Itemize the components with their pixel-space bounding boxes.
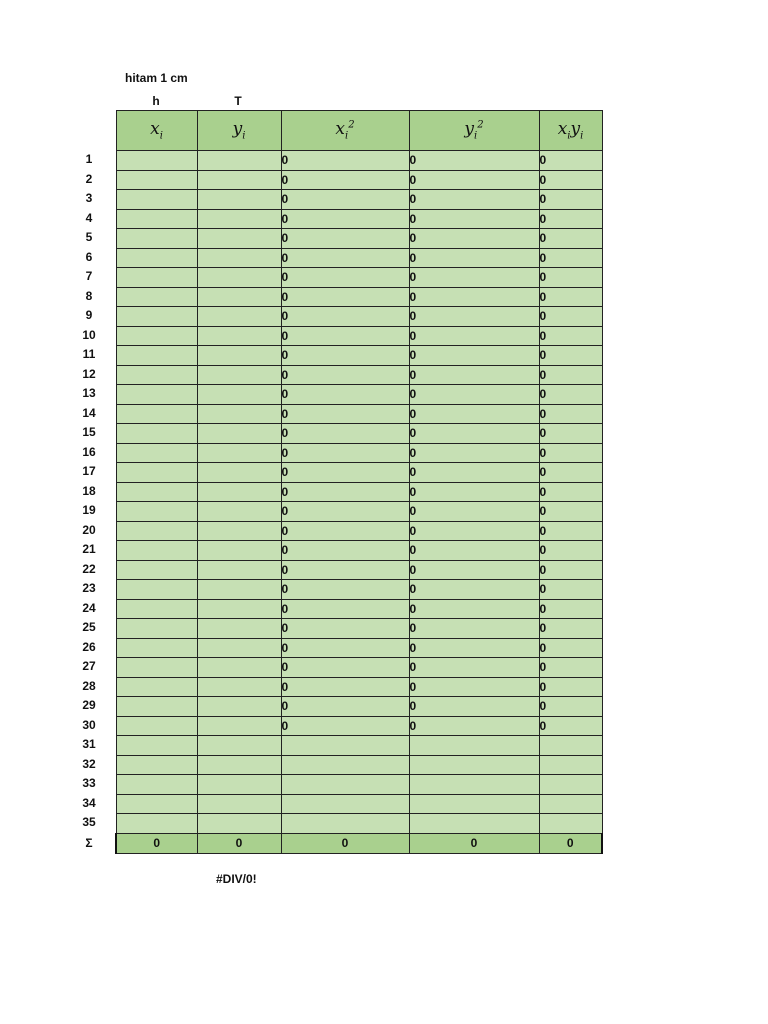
table-cell-xy[interactable]: 0 [539, 229, 602, 249]
table-cell-y2[interactable]: 0 [409, 521, 539, 541]
table-cell-x2[interactable]: 0 [281, 229, 409, 249]
sheet-caption: hitam 1 cm [125, 71, 188, 85]
table-cell-x[interactable] [116, 248, 197, 268]
header-xiyi-base2: y [570, 119, 581, 140]
table-row [116, 677, 602, 697]
table-cell-y2[interactable]: 0 [409, 151, 539, 171]
table-row [116, 346, 602, 366]
table-cell-xy[interactable]: 0 [539, 170, 602, 190]
table-cell-y[interactable] [197, 385, 281, 405]
table-cell-xy[interactable]: 0 [539, 190, 602, 210]
table-cell-y2[interactable]: 0 [409, 658, 539, 678]
header-xi2-sub: i [345, 130, 349, 142]
table-cell-y[interactable] [197, 716, 281, 736]
header-xi[interactable] [116, 111, 197, 151]
header-xi-sub: i [159, 130, 163, 142]
table-cell-y2[interactable]: 0 [409, 404, 539, 424]
table-cell-y2[interactable]: 0 [409, 190, 539, 210]
row-number: 10 [82, 327, 96, 342]
table-cell-y[interactable] [197, 190, 281, 210]
table-cell-xy[interactable]: 0 [539, 560, 602, 580]
table-cell-x[interactable] [116, 697, 197, 717]
table-row [116, 424, 602, 444]
table-cell-x[interactable] [116, 775, 197, 795]
table-row [116, 599, 602, 619]
table-cell-y[interactable] [197, 424, 281, 444]
table-cell-y2[interactable]: 0 [409, 619, 539, 639]
error-result-cell[interactable]: #DIV/0! [216, 872, 257, 886]
table-cell-y[interactable] [197, 599, 281, 619]
table-cell-y2[interactable]: 0 [409, 541, 539, 561]
table-cell-xy[interactable]: 0 [539, 365, 602, 385]
row-number: 31 [82, 737, 96, 751]
table-cell-y2[interactable]: 0 [409, 638, 539, 658]
table-cell-y2[interactable]: 0 [409, 170, 539, 190]
row-number: 32 [82, 756, 96, 771]
regression-table [115, 110, 603, 854]
table-row [116, 151, 602, 171]
table-cell-y[interactable] [197, 170, 281, 190]
table-cell-x[interactable] [116, 560, 197, 580]
table-row [116, 658, 602, 678]
table-cell-y2[interactable]: 0 [409, 326, 539, 346]
table-cell-xy[interactable] [539, 736, 602, 756]
table-cell-y2[interactable]: 0 [409, 209, 539, 229]
table-cell-y2[interactable]: 0 [409, 482, 539, 502]
table-cell-x[interactable] [116, 755, 197, 775]
table-cell-y[interactable] [197, 794, 281, 814]
row-number: 22 [82, 561, 96, 576]
row-number: 34 [82, 795, 96, 810]
table-row [116, 560, 602, 580]
table-cell-x[interactable] [116, 638, 197, 658]
header-yi2-sup: 2 [477, 119, 484, 131]
table-cell-x[interactable] [116, 268, 197, 288]
table-cell-xy[interactable]: 0 [539, 346, 602, 366]
table-cell-y2[interactable]: 0 [409, 268, 539, 288]
table-cell-x2[interactable]: 0 [281, 697, 409, 717]
table-cell-y[interactable] [197, 248, 281, 268]
row-number: 26 [82, 639, 96, 654]
table-cell-y[interactable] [197, 209, 281, 229]
row-number: 18 [82, 483, 96, 498]
table-cell-y[interactable] [197, 365, 281, 385]
header-xiyi-base: x [557, 119, 568, 140]
table-cell-x2[interactable]: 0 [281, 385, 409, 405]
table-cell-y2[interactable]: 0 [409, 580, 539, 600]
row-number: 28 [82, 678, 96, 693]
table-cell-x2[interactable]: 0 [281, 502, 409, 522]
table-cell-y2[interactable]: 0 [409, 248, 539, 268]
row-number: 25 [82, 620, 96, 634]
table-cell-y2[interactable]: 0 [409, 307, 539, 327]
table-cell-x2[interactable]: 0 [281, 248, 409, 268]
table-cell-x[interactable] [116, 229, 197, 249]
table-cell-y[interactable] [197, 580, 281, 600]
table-row [116, 229, 602, 249]
sum-row [116, 833, 602, 853]
table-row [116, 580, 602, 600]
table-cell-y[interactable] [197, 521, 281, 541]
table-cell-x[interactable] [116, 365, 197, 385]
table-cell-x[interactable] [116, 736, 197, 756]
row-number: 17 [82, 464, 96, 478]
row-number: 13 [82, 386, 96, 400]
row-number: 5 [85, 230, 93, 244]
table-row [116, 541, 602, 561]
header-yi[interactable] [197, 111, 281, 151]
table-cell-x2[interactable]: 0 [281, 521, 409, 541]
table-cell-xy[interactable]: 0 [539, 326, 602, 346]
table-cell-x2[interactable] [281, 755, 409, 775]
table-row [116, 619, 602, 639]
table-cell-x2[interactable]: 0 [281, 190, 409, 210]
header-yi2-sub: i [474, 130, 478, 142]
table-cell-x2[interactable]: 0 [281, 658, 409, 678]
row-number: 24 [82, 600, 96, 615]
sum-x2-cell[interactable]: 0 [281, 833, 409, 853]
table-cell-x2[interactable]: 0 [281, 151, 409, 171]
table-cell-xy[interactable]: 0 [539, 151, 602, 171]
table-cell-x[interactable] [116, 482, 197, 502]
header-xi-squared[interactable] [281, 111, 409, 151]
table-cell-xy[interactable]: 0 [539, 697, 602, 717]
table-cell-x2[interactable]: 0 [281, 326, 409, 346]
table-row [116, 404, 602, 424]
table-cell-x[interactable] [116, 190, 197, 210]
table-cell-y[interactable] [197, 151, 281, 171]
table-cell-y2[interactable]: 0 [409, 463, 539, 483]
table-cell-x2[interactable]: 0 [281, 619, 409, 639]
table-row [116, 463, 602, 483]
table-cell-xy[interactable]: 0 [539, 307, 602, 327]
table-row [116, 209, 602, 229]
header-xiyi-sub2: i [580, 130, 584, 142]
table-cell-y2[interactable] [409, 755, 539, 775]
table-row [116, 443, 602, 463]
table-row [116, 326, 602, 346]
table-cell-x[interactable] [116, 599, 197, 619]
header-yi-sub: i [242, 130, 246, 142]
table-cell-xy[interactable] [539, 794, 602, 814]
table-cell-xy[interactable]: 0 [539, 716, 602, 736]
table-cell-x2[interactable]: 0 [281, 404, 409, 424]
table-cell-x2[interactable]: 0 [281, 482, 409, 502]
table-row [116, 248, 602, 268]
table-cell-y[interactable] [197, 307, 281, 327]
table-cell-y[interactable] [197, 677, 281, 697]
sum-xy-cell[interactable]: 0 [539, 833, 602, 853]
table-cell-y2[interactable] [409, 794, 539, 814]
table-cell-x2[interactable]: 0 [281, 287, 409, 307]
row-number: 33 [82, 776, 96, 790]
table-cell-x2[interactable] [281, 775, 409, 795]
table-row [116, 190, 602, 210]
table-cell-y2[interactable]: 0 [409, 346, 539, 366]
table-cell-y[interactable] [197, 287, 281, 307]
table-cell-xy[interactable]: 0 [539, 443, 602, 463]
table-cell-x[interactable] [116, 346, 197, 366]
table-cell-x[interactable] [116, 502, 197, 522]
table-cell-xy[interactable]: 0 [539, 599, 602, 619]
table-row [116, 365, 602, 385]
header-yi-squared[interactable] [409, 111, 539, 151]
row-number: 16 [82, 444, 96, 459]
header-yi2-base: y [464, 119, 475, 140]
table-row [116, 736, 602, 756]
header-xi2-sup: 2 [348, 119, 355, 131]
sum-y2-cell[interactable]: 0 [409, 833, 539, 853]
table-cell-y[interactable] [197, 502, 281, 522]
table-cell-y2[interactable] [409, 736, 539, 756]
table-cell-x[interactable] [116, 443, 197, 463]
row-number: 1 [85, 152, 93, 166]
table-cell-y2[interactable]: 0 [409, 716, 539, 736]
table-cell-x[interactable] [116, 814, 197, 834]
table-cell-y[interactable] [197, 326, 281, 346]
table-row [116, 775, 602, 795]
table-cell-xy[interactable]: 0 [539, 677, 602, 697]
table-cell-y2[interactable]: 0 [409, 599, 539, 619]
table-row [116, 697, 602, 717]
table-cell-xy[interactable] [539, 755, 602, 775]
table-cell-xy[interactable]: 0 [539, 482, 602, 502]
table-cell-y2[interactable]: 0 [409, 385, 539, 405]
table-cell-x[interactable] [116, 619, 197, 639]
table-cell-x[interactable] [116, 385, 197, 405]
header-xiyi-sub: i [567, 130, 571, 142]
table-cell-x2[interactable]: 0 [281, 716, 409, 736]
table-cell-x2[interactable]: 0 [281, 170, 409, 190]
row-number: 7 [85, 269, 93, 283]
table-cell-xy[interactable]: 0 [539, 502, 602, 522]
row-number: 6 [85, 249, 93, 264]
table-cell-y[interactable] [197, 404, 281, 424]
table-cell-x[interactable] [116, 326, 197, 346]
table-cell-x2[interactable]: 0 [281, 463, 409, 483]
table-cell-x2[interactable]: 0 [281, 346, 409, 366]
header-xi-base: x [150, 119, 160, 140]
table-row [116, 268, 602, 288]
row-number: 12 [82, 366, 96, 381]
table-cell-y2[interactable]: 0 [409, 287, 539, 307]
table-cell-y[interactable] [197, 638, 281, 658]
header-xi2-base: x [335, 119, 345, 140]
table-row [116, 521, 602, 541]
table-row [116, 716, 602, 736]
row-number: 19 [82, 503, 96, 517]
table-cell-y[interactable] [197, 658, 281, 678]
table-cell-x[interactable] [116, 404, 197, 424]
table-cell-y[interactable] [197, 560, 281, 580]
table-cell-y[interactable] [197, 755, 281, 775]
table-cell-x[interactable] [116, 677, 197, 697]
row-number: 4 [85, 210, 93, 225]
table-cell-xy[interactable]: 0 [539, 580, 602, 600]
table-cell-x2[interactable]: 0 [281, 560, 409, 580]
row-number: 15 [82, 425, 96, 439]
table-cell-x[interactable] [116, 716, 197, 736]
table-cell-xy[interactable]: 0 [539, 404, 602, 424]
table-cell-x[interactable] [116, 541, 197, 561]
header-row [116, 111, 602, 151]
table-cell-y2[interactable] [409, 814, 539, 834]
table-cell-x2[interactable]: 0 [281, 268, 409, 288]
table-cell-xy[interactable] [539, 814, 602, 834]
table-cell-y2[interactable]: 0 [409, 677, 539, 697]
table-cell-y2[interactable]: 0 [409, 560, 539, 580]
table-cell-y[interactable] [197, 463, 281, 483]
table-cell-y[interactable] [197, 697, 281, 717]
table-cell-xy[interactable]: 0 [539, 638, 602, 658]
table-cell-xy[interactable]: 0 [539, 385, 602, 405]
row-number: 30 [82, 717, 96, 732]
header-xiyi[interactable] [539, 111, 602, 151]
sum-y-cell[interactable]: 0 [197, 833, 281, 853]
sum-x-cell[interactable]: 0 [116, 833, 197, 853]
table-cell-x[interactable] [116, 209, 197, 229]
table-cell-y2[interactable]: 0 [409, 443, 539, 463]
table-cell-y[interactable] [197, 268, 281, 288]
table-cell-y[interactable] [197, 443, 281, 463]
table-cell-x[interactable] [116, 580, 197, 600]
table-cell-xy[interactable]: 0 [539, 268, 602, 288]
table-row [116, 638, 602, 658]
table-cell-xy[interactable]: 0 [539, 658, 602, 678]
table-cell-xy[interactable]: 0 [539, 287, 602, 307]
row-number: 9 [85, 308, 93, 322]
row-number: 29 [82, 698, 96, 712]
table-row [116, 502, 602, 522]
table-cell-x2[interactable]: 0 [281, 541, 409, 561]
table-cell-x[interactable] [116, 463, 197, 483]
row-number: 8 [85, 288, 93, 303]
table-row [116, 307, 602, 327]
table-cell-xy[interactable]: 0 [539, 424, 602, 444]
table-cell-x2[interactable] [281, 814, 409, 834]
table-cell-x2[interactable]: 0 [281, 638, 409, 658]
table-cell-y[interactable] [197, 814, 281, 834]
table-cell-y2[interactable] [409, 775, 539, 795]
table-cell-y2[interactable]: 0 [409, 502, 539, 522]
row-number: 35 [82, 815, 96, 829]
x-variable-label: h [152, 94, 160, 108]
table-cell-x[interactable] [116, 658, 197, 678]
table-cell-x2[interactable]: 0 [281, 580, 409, 600]
table-cell-y2[interactable]: 0 [409, 424, 539, 444]
table-row [116, 287, 602, 307]
table-cell-x[interactable] [116, 424, 197, 444]
table-cell-xy[interactable]: 0 [539, 541, 602, 561]
row-number: 2 [85, 171, 93, 186]
table-cell-y2[interactable]: 0 [409, 697, 539, 717]
row-number: 21 [82, 542, 96, 556]
row-number: 14 [82, 405, 96, 420]
table-cell-x2[interactable] [281, 736, 409, 756]
table-cell-x2[interactable]: 0 [281, 307, 409, 327]
row-number: 23 [82, 581, 96, 595]
table-row [116, 755, 602, 775]
sum-row-label: Σ [85, 835, 93, 850]
table-cell-xy[interactable]: 0 [539, 463, 602, 483]
table-cell-y[interactable] [197, 346, 281, 366]
row-number: 20 [82, 522, 96, 537]
table-cell-x[interactable] [116, 521, 197, 541]
table-cell-y[interactable] [197, 619, 281, 639]
header-yi-base: y [232, 119, 243, 140]
table-cell-y[interactable] [197, 736, 281, 756]
table-cell-xy[interactable] [539, 775, 602, 795]
row-number: 3 [85, 191, 93, 205]
table-cell-y[interactable] [197, 775, 281, 795]
table-row [116, 794, 602, 814]
table-cell-y[interactable] [197, 229, 281, 249]
table-row [116, 170, 602, 190]
table-cell-x2[interactable] [281, 794, 409, 814]
table-row [116, 385, 602, 405]
y-variable-label: T [234, 94, 242, 108]
table-cell-y[interactable] [197, 541, 281, 561]
table-cell-x2[interactable]: 0 [281, 209, 409, 229]
table-cell-x[interactable] [116, 151, 197, 171]
row-number-column [72, 150, 106, 854]
table-cell-xy[interactable]: 0 [539, 619, 602, 639]
table-cell-x2[interactable]: 0 [281, 443, 409, 463]
table-cell-xy[interactable]: 0 [539, 521, 602, 541]
table-cell-x2[interactable]: 0 [281, 365, 409, 385]
table-cell-x[interactable] [116, 170, 197, 190]
table-cell-xy[interactable]: 0 [539, 209, 602, 229]
table-row [116, 814, 602, 834]
table-cell-x[interactable] [116, 307, 197, 327]
row-number: 27 [82, 659, 96, 673]
table-cell-y2[interactable]: 0 [409, 365, 539, 385]
table-cell-x2[interactable]: 0 [281, 424, 409, 444]
table-cell-x2[interactable]: 0 [281, 599, 409, 619]
table-cell-x[interactable] [116, 287, 197, 307]
table-cell-xy[interactable]: 0 [539, 248, 602, 268]
table-cell-y2[interactable]: 0 [409, 229, 539, 249]
table-cell-y[interactable] [197, 482, 281, 502]
table-cell-x2[interactable]: 0 [281, 677, 409, 697]
table-cell-x[interactable] [116, 794, 197, 814]
row-number: 11 [82, 347, 96, 361]
table-row [116, 482, 602, 502]
